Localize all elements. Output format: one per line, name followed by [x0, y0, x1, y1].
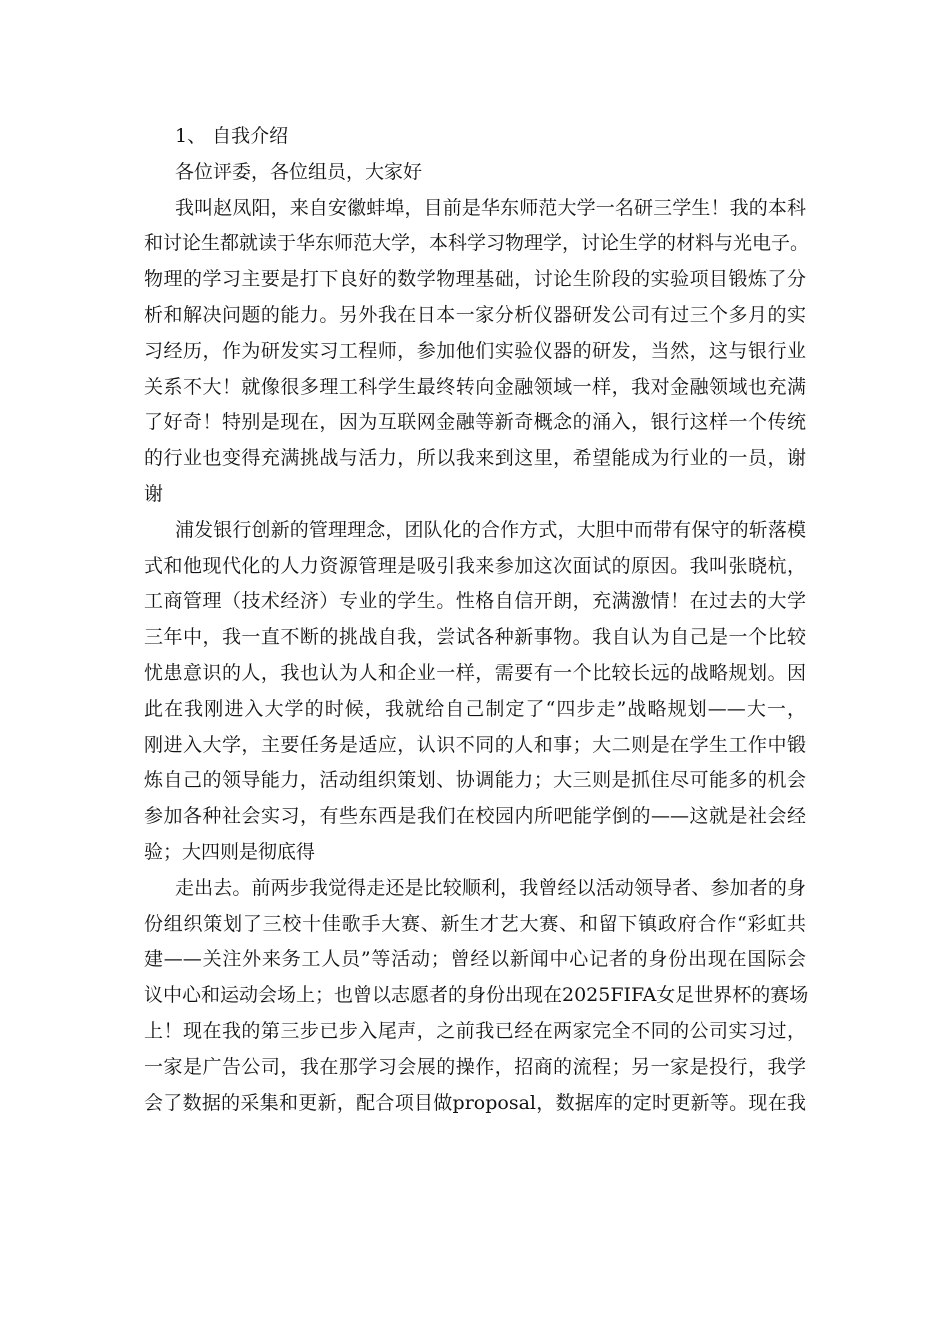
paragraph-line: 上！现在我的第三步已步入尾声，之前我已经在两家完全不同的公司实习过， — [144, 1019, 806, 1042]
paragraph-line: 一家是广告公司，我在那学习会展的操作，招商的流程；另一家是投行，我学 — [144, 1055, 806, 1078]
paragraph-line: 炼自己的领导能力，活动组织策划、协调能力；大三则是抓住尽可能多的机会 — [144, 769, 806, 792]
paragraph-line: 习经历，作为研发实习工程师，参加他们实验仪器的研发，当然，这与银行业 — [144, 339, 806, 362]
paragraph-line: 忧患意识的人，我也认为人和企业一样，需要有一个比较长远的战略规划。因 — [144, 661, 806, 684]
paragraph-line: 刚进入大学，主要任务是适应，认识不同的人和事；大二则是在学生工作中锻 — [144, 733, 806, 756]
paragraph-line: 工商管理（技术经济）专业的学生。性格自信开朗，充满激情！在过去的大学 — [144, 590, 806, 613]
paragraph-line: 式和他现代化的人力资源管理是吸引我来参加这次面试的原因。我叫张晓杭， — [144, 554, 806, 577]
paragraph-line: 三年中，我一直不断的挑战自我，尝试各种新事物。我自认为自己是一个比较 — [144, 626, 806, 649]
paragraph-1 — [144, 191, 810, 513]
paragraph-line: 的行业也变得充满挑战与活力，所以我来到这里，希望能成为行业的一员，谢 — [144, 447, 806, 470]
paragraph-line: 份组织策划了三校十佳歌手大赛、新生才艺大赛、和留下镇政府合作“彩虹共 — [144, 912, 806, 935]
paragraph-line: 议中心和运动会场上；也曾以志愿者的身份出现在2025FIFA女足世界杯的赛场 — [144, 984, 809, 1007]
paragraph-line: 我叫赵凤阳，来自安徽蚌埠，目前是华东师范大学一名研三学生！我的本科 — [175, 196, 806, 219]
paragraph-line: 走出去。前两步我觉得走还是比较顺利，我曾经以活动领导者、参加者的身 — [175, 876, 806, 899]
paragraph-line: 浦发银行创新的管理理念，团队化的合作方式，大胆中而带有保守的斩落模 — [175, 518, 806, 541]
paragraph-line: 会了数据的采集和更新，配合项目做proposal，数据库的定时更新等。现在我 — [144, 1091, 806, 1114]
greeting-line: 各位评委，各位组员，大家好 — [175, 160, 423, 183]
paragraph-line: 谢 — [144, 482, 164, 505]
paragraph-line: 关系不大！就像很多理工科学生最终转向金融领域一样，我对金融领域也充满 — [144, 375, 806, 398]
paragraph-line: 此在我刚进入大学的时候，我就给自己制定了“四步走”战略规划——大一， — [144, 697, 806, 720]
paragraph-line: 参加各种社会实习，有些东西是我们在校园内所吧能学倒的——这就是社会经 — [144, 805, 806, 828]
paragraph-line: 验；大四则是彻底得 — [144, 840, 316, 863]
paragraph-line: 了好奇！特别是现在，因为互联网金融等新奇概念的涌入，银行这样一个传统 — [144, 411, 806, 434]
paragraph-line: 和讨论生都就读于华东师范大学，本科学习物理学，讨论生学的材料与光电子。 — [144, 232, 810, 255]
document-page — [144, 119, 810, 1121]
paragraph-line: 建——关注外来务工人员”等活动；曾经以新闻中心记者的身份出现在国际会 — [144, 948, 806, 971]
section-heading: 1、 自我介绍 — [175, 125, 289, 147]
paragraph-3 — [144, 871, 809, 1122]
paragraph-2 — [144, 513, 806, 871]
paragraph-line: 物理的学习主要是打下良好的数学物理基础，讨论生阶段的实验项目锻炼了分 — [144, 268, 806, 291]
paragraph-line: 析和解决问题的能力。另外我在日本一家分析仪器研发公司有过三个多月的实 — [144, 303, 806, 326]
